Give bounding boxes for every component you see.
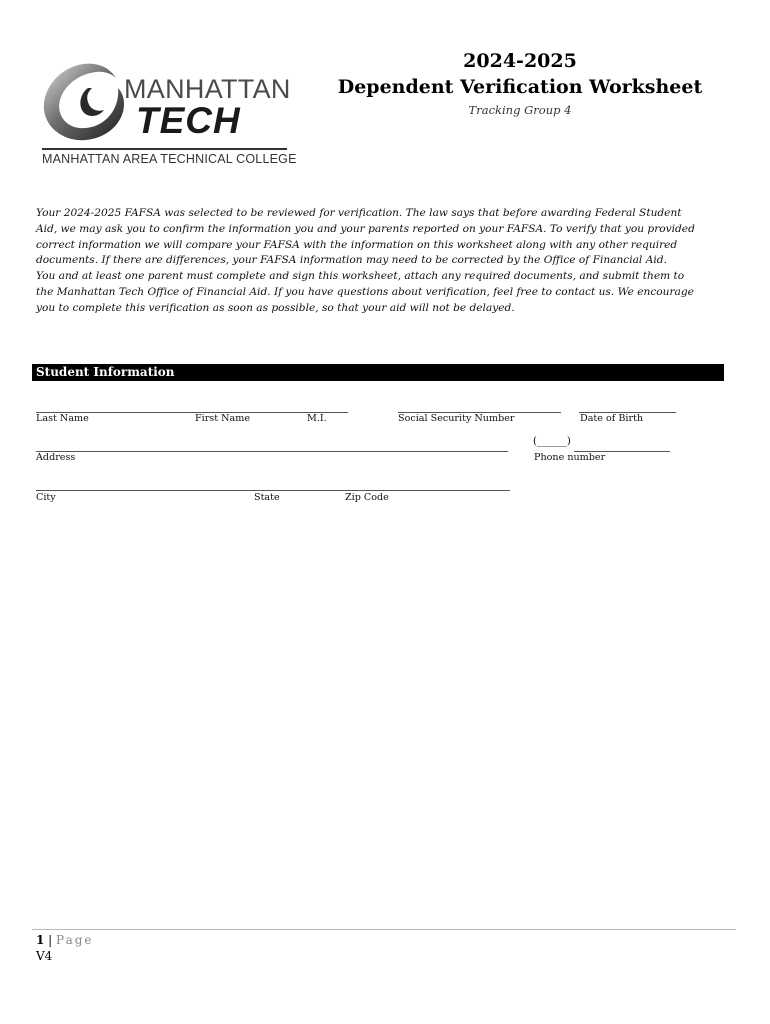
- address-label: Address: [36, 452, 76, 463]
- logo-word-manhattan: MANHATTAN: [124, 74, 291, 104]
- tracking-group: Tracking Group 4: [468, 103, 572, 117]
- logo-divider: [42, 148, 287, 150]
- city-label: City: [36, 492, 56, 503]
- document-title: Dependent Verification Worksheet: [337, 76, 703, 98]
- address-field-line[interactable]: [36, 451, 508, 452]
- page-number: [36, 933, 94, 947]
- version-label: V4: [36, 949, 53, 963]
- city-state-zip-field-line[interactable]: [36, 490, 510, 491]
- state-label: State: [254, 492, 280, 503]
- middle-initial-label: M.I.: [307, 413, 327, 424]
- phone-label: Phone number: [534, 452, 606, 463]
- dob-label: Date of Birth: [580, 413, 644, 424]
- intro-paragraph-2: You and at least one parent must complete and sign this worksheet, attach any required documents, and submit them to the Manhattan Tech Office of Financial Aid. If you have questions about verification, feel free to contact us. We encourage you to complete this verification as soon as possible, so that your aid will not be delayed.: [36, 270, 694, 314]
- section-header-student-information: [32, 364, 724, 381]
- logo-swoosh-icon: [38, 62, 128, 144]
- phone-area-code: (______): [533, 436, 571, 447]
- college-logo: [38, 58, 297, 168]
- page-word: Page: [56, 933, 94, 947]
- section-title: Student Information: [36, 365, 175, 379]
- logo-word-tech: TECH: [136, 100, 241, 141]
- zip-label: Zip Code: [345, 492, 389, 503]
- intro-paragraph-1: Your 2024-2025 FAFSA was selected to be reviewed for verification. The law says that before awarding Federal Student Aid, we may ask you to confirm the information you and your parents reported on your FAFSA. To verify that you provided correct information we will compare your FAFSA with the information on this worksheet along with any other required documents. If there are differences, your FAFSA information may need to be corrected by the Office of Financial Aid.: [36, 207, 695, 267]
- ssn-label: Social Security Number: [398, 413, 515, 424]
- logo-subtitle: MANHATTAN AREA TECHNICAL COLLEGE: [42, 152, 297, 166]
- page-separator: |: [44, 933, 57, 947]
- first-name-label: First Name: [195, 413, 251, 424]
- intro-text: [36, 206, 700, 317]
- document-year: 2024-2025: [463, 50, 577, 72]
- footer-divider: [32, 929, 736, 930]
- last-name-label: Last Name: [36, 413, 89, 424]
- page-number-value: 1: [36, 933, 45, 947]
